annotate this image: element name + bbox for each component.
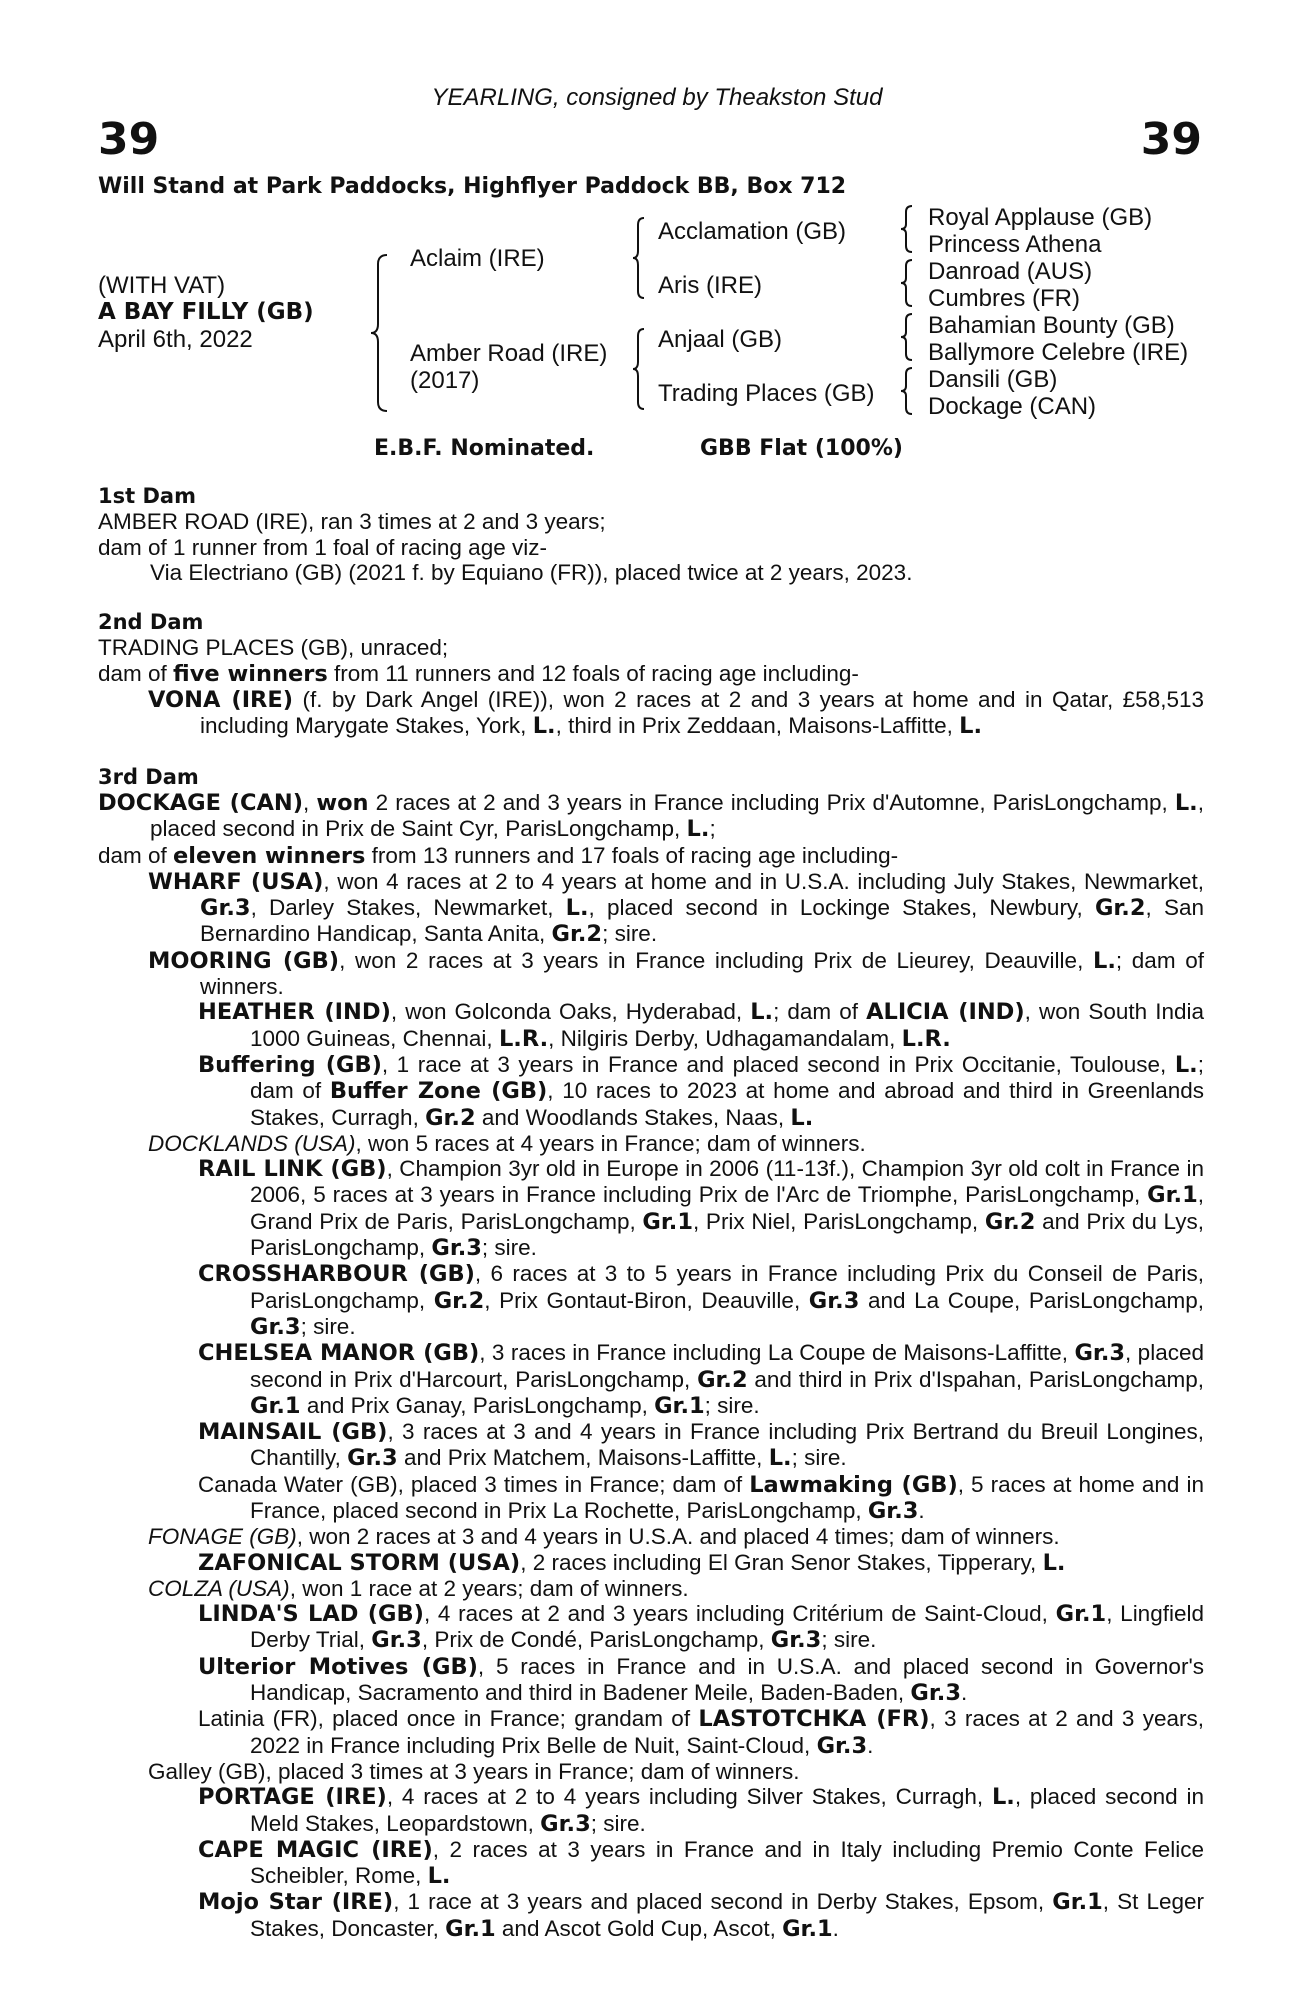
entry-galley: Galley (GB), placed 3 times at 3 years in France; dam of winners. bbox=[148, 1758, 800, 1784]
text-run: Canada Water (GB), placed 3 times in France; dam of bbox=[198, 1471, 750, 1497]
dam-sire: Anjaal (GB) bbox=[658, 326, 783, 353]
text-run: Gr.2 bbox=[551, 921, 603, 948]
text-run: L. bbox=[768, 1445, 792, 1472]
text-run: , placed second in Prix d'Harcourt, ParisLongchamp, bbox=[250, 1340, 1204, 1392]
second-dam-produce bbox=[98, 661, 1204, 687]
text-run: Latinia (FR), placed once in France; grandam of bbox=[198, 1706, 699, 1732]
first-dam-heading: 1st Dam bbox=[98, 484, 196, 508]
text-run: . bbox=[867, 1732, 874, 1758]
ggdam-3: Ballymore Celebre (IRE) bbox=[928, 339, 1189, 366]
text-run: L. bbox=[532, 713, 556, 740]
text-run: LINDA'S LAD (GB) bbox=[198, 1601, 424, 1628]
text-run: five winners bbox=[173, 660, 328, 687]
text-run: , 2 races at 3 years in France and in Italy including Premio Conte Felice Scheibler, Rome, bbox=[250, 1836, 1204, 1889]
text-run: Buffer Zone (GB) bbox=[329, 1078, 548, 1105]
text-run: Gr.3 bbox=[540, 1810, 591, 1837]
text-run: Gr.1 bbox=[782, 1915, 833, 1942]
text-run: Gr.3 bbox=[431, 1235, 482, 1262]
stand-location: Will Stand at Park Paddocks, Highflyer Paddock BB, Box 712 bbox=[98, 174, 847, 199]
text-run: CROSSHARBOUR (GB) bbox=[198, 1261, 475, 1288]
horse-name: A BAY FILLY (GB) bbox=[98, 299, 314, 325]
text-run: L. bbox=[790, 1104, 814, 1131]
text-run: Gr.1 bbox=[1147, 1182, 1198, 1209]
text-run: Gr.3 bbox=[1074, 1340, 1126, 1367]
text-run: , bbox=[302, 789, 317, 815]
entry-chelsea-manor bbox=[98, 1340, 1204, 1419]
gbb-flat: GBB Flat (100%) bbox=[700, 436, 903, 461]
text-run: , won 5 races at 4 years in France; dam of winners. bbox=[355, 1130, 866, 1156]
text-run: Gr.3 bbox=[816, 1732, 868, 1759]
text-run: , 1 race at 3 years and placed second in Derby Stakes, Epsom, bbox=[393, 1889, 1053, 1915]
text-run: , 5 races at home and in France, placed second in Prix La Rochette, ParisLongchamp, bbox=[250, 1471, 1204, 1523]
text-run: ; sire. bbox=[791, 1445, 847, 1471]
text-run: , 3 races at 2 and 3 years, 2022 in France including Prix Belle de Nuit, Saint-Cloud, bbox=[250, 1706, 1204, 1758]
entry-buffering bbox=[98, 1052, 1204, 1131]
text-run: and third in Prix d'Ispahan, ParisLongchamp, bbox=[747, 1366, 1204, 1392]
text-run: , Champion 3yr old in Europe in 2006 (11-13f.), Champion 3yr old colt in France in 2006, 5 races at 3 years in France including Prix de l'Arc de Triomphe, ParisLongchamp, bbox=[250, 1156, 1204, 1208]
text-run: L. bbox=[1042, 1549, 1066, 1576]
text-run: L.R. bbox=[498, 1025, 549, 1052]
ggsire-4: Dansili (GB) bbox=[928, 366, 1058, 393]
sire-name: Aclaim (IRE) bbox=[410, 245, 545, 272]
text-run: ; sire. bbox=[821, 1627, 877, 1653]
entry-docklands bbox=[98, 1131, 1204, 1156]
text-run: L. bbox=[959, 713, 983, 740]
text-run: dam of bbox=[98, 660, 174, 686]
text-run: Gr.1 bbox=[1055, 1601, 1107, 1628]
text-run: Gr.2 bbox=[1094, 895, 1146, 922]
text-run: , won Golconda Oaks, Hyderabad, bbox=[390, 999, 751, 1025]
text-run: DOCKLANDS (USA) bbox=[148, 1130, 356, 1156]
text-run: , Darley Stakes, Newmarket, bbox=[250, 895, 566, 921]
text-run: . bbox=[832, 1915, 839, 1941]
text-run: 2 races at 2 and 3 years in France including Prix d'Automne, ParisLongchamp, bbox=[368, 789, 1175, 815]
text-run: , Lingfield Derby Trial, bbox=[250, 1601, 1204, 1653]
entry-lindas-lad bbox=[98, 1601, 1204, 1654]
text-run: L. bbox=[1174, 1051, 1198, 1078]
ggsire-2: Danroad (AUS) bbox=[928, 258, 1093, 285]
text-run: MAINSAIL (GB) bbox=[198, 1419, 388, 1446]
text-run: Gr.2 bbox=[433, 1287, 485, 1314]
text-run: from 11 runners and 12 foals of racing age including- bbox=[327, 660, 859, 686]
text-run: Mojo Star (IRE) bbox=[198, 1889, 394, 1916]
entry-canada-water bbox=[98, 1472, 1204, 1525]
lot-number-right: 39 bbox=[1140, 114, 1202, 165]
text-run: from 13 runners and 17 foals of racing age including- bbox=[365, 842, 899, 868]
text-run: , won 4 races at 2 to 4 years at home and in U.S.A. including July Stakes, Newmarket, bbox=[323, 868, 1204, 894]
ggsire-3: Bahamian Bounty (GB) bbox=[928, 312, 1175, 339]
text-run: L. bbox=[565, 895, 589, 922]
text-run: , 3 races in France including La Coupe de Maisons-Laffitte, bbox=[479, 1340, 1075, 1366]
text-run: and Woodlands Stakes, Naas, bbox=[475, 1104, 791, 1130]
text-run: Gr.1 bbox=[654, 1392, 705, 1419]
text-run: , placed second in Lockinge Stakes, Newbury, bbox=[588, 895, 1095, 921]
text-run: CAPE MAGIC (IRE) bbox=[198, 1836, 433, 1863]
text-run: VONA (IRE) bbox=[148, 687, 294, 714]
produce-record bbox=[98, 484, 1204, 1942]
entry-crossharbour bbox=[98, 1261, 1204, 1340]
entry-dockage bbox=[98, 790, 1204, 843]
text-run: HEATHER (IND) bbox=[198, 999, 391, 1026]
entry-ulterior-motives bbox=[98, 1654, 1204, 1707]
text-run: ALICIA (IND) bbox=[866, 999, 1025, 1026]
text-run: ; dam of winners. bbox=[200, 947, 1204, 1000]
text-run: Buffering (GB) bbox=[198, 1051, 382, 1078]
text-run: , Prix Niel, ParisLongchamp, bbox=[692, 1208, 985, 1234]
text-run: Gr.1 bbox=[250, 1392, 301, 1419]
text-run: Gr.3 bbox=[770, 1627, 822, 1654]
text-run: Gr.3 bbox=[910, 1680, 961, 1707]
entry-fonage bbox=[98, 1524, 1204, 1549]
text-run: , placed second in Meld Stakes, Leopardstown, bbox=[250, 1784, 1204, 1836]
third-dam-produce bbox=[98, 843, 1204, 869]
entry-mainsail bbox=[98, 1419, 1204, 1472]
text-run: MOORING (GB) bbox=[148, 947, 340, 974]
entry-cape-magic bbox=[98, 1837, 1204, 1890]
entry-colza bbox=[98, 1576, 1204, 1601]
text-run: , 2 races including El Gran Senor Stakes, Tipperary, bbox=[520, 1549, 1043, 1575]
text-run: and La Coupe, ParisLongchamp, bbox=[859, 1287, 1204, 1313]
text-run: Gr.3 bbox=[200, 895, 251, 922]
ggdam-4: Dockage (CAN) bbox=[928, 393, 1097, 420]
text-run: ; sire. bbox=[602, 921, 658, 947]
text-run: , 4 races at 2 to 4 years including Silver Stakes, Curragh, bbox=[386, 1784, 992, 1810]
text-run: , placed second in Prix de Saint Cyr, ParisLongchamp, bbox=[150, 789, 1204, 842]
text-run: L. bbox=[750, 999, 774, 1026]
brace-dam bbox=[632, 328, 646, 410]
text-run: Gr.3 bbox=[250, 1313, 301, 1340]
entry-vona bbox=[98, 687, 1204, 740]
brace-g3 bbox=[900, 313, 914, 361]
text-run: L. bbox=[991, 1784, 1015, 1811]
text-run: ; dam of bbox=[773, 999, 867, 1025]
brace-g4 bbox=[900, 367, 914, 415]
text-run: ; sire. bbox=[300, 1313, 356, 1339]
sire-sire: Acclamation (GB) bbox=[658, 218, 847, 245]
text-run: L. bbox=[1092, 947, 1116, 974]
text-run: , 6 races at 3 to 5 years in France including Prix du Conseil de Paris, ParisLongchamp, bbox=[250, 1261, 1204, 1313]
text-run: and Prix Ganay, ParisLongchamp, bbox=[300, 1392, 655, 1418]
text-run: , 4 races at 2 and 3 years including Critérium de Saint-Cloud, bbox=[423, 1601, 1056, 1627]
text-run: Ulterior Motives (GB) bbox=[198, 1653, 478, 1680]
text-run: Gr.1 bbox=[1052, 1889, 1103, 1916]
brace-g2 bbox=[900, 259, 914, 307]
text-run: RAIL LINK (GB) bbox=[198, 1156, 387, 1183]
text-run: , Prix de Condé, ParisLongchamp, bbox=[421, 1627, 771, 1653]
text-run: ; sire. bbox=[481, 1235, 537, 1261]
dam-dam: Trading Places (GB) bbox=[658, 380, 875, 407]
ggdam-2: Cumbres (FR) bbox=[928, 285, 1081, 312]
dam-name: Amber Road (IRE) bbox=[410, 340, 608, 367]
text-run: , won 2 races at 3 and 4 years in U.S.A. and placed 4 times; dam of winners. bbox=[296, 1524, 1060, 1550]
entry-mojo-star bbox=[98, 1889, 1204, 1942]
text-run: . bbox=[960, 1680, 968, 1706]
text-run: , won 1 race at 2 years; dam of winners. bbox=[289, 1575, 689, 1601]
text-run: WHARF (USA) bbox=[148, 868, 324, 895]
second-dam-section bbox=[98, 610, 1204, 739]
entry-mooring bbox=[98, 948, 1204, 1000]
consignment-line: YEARLING, consigned by Theakston Stud bbox=[431, 84, 883, 111]
text-run: FONAGE (GB) bbox=[148, 1524, 297, 1550]
text-run: DOCKAGE (CAN) bbox=[98, 789, 303, 816]
entry-wharf bbox=[98, 869, 1204, 948]
text-run: Gr.1 bbox=[445, 1915, 496, 1942]
text-run: ZAFONICAL STORM (USA) bbox=[198, 1549, 521, 1576]
brace-sire bbox=[632, 217, 646, 299]
entry-heather bbox=[98, 999, 1204, 1052]
text-run: , third in Prix Zeddaan, Maisons-Laffitte, bbox=[555, 713, 960, 739]
text-run: L. bbox=[686, 816, 710, 843]
text-run: Gr.2 bbox=[425, 1104, 476, 1131]
text-run: and Prix du Lys, ParisLongchamp, bbox=[250, 1208, 1204, 1261]
text-run: , Prix Gontaut-Biron, Deauville, bbox=[484, 1287, 809, 1313]
text-run: CHELSEA MANOR (GB) bbox=[198, 1340, 480, 1367]
text-run: and Ascot Gold Cup, Ascot, bbox=[495, 1915, 783, 1941]
second-dam-line: TRADING PLACES (GB), unraced; bbox=[98, 635, 449, 661]
entry-latinia bbox=[98, 1706, 1204, 1759]
vat-note: (WITH VAT) bbox=[98, 272, 226, 299]
entry-rail-link bbox=[98, 1156, 1204, 1261]
text-run: L.R. bbox=[901, 1025, 951, 1052]
text-run: eleven winners bbox=[173, 842, 366, 869]
text-run: , San Bernardino Handicap, Santa Anita, bbox=[200, 895, 1204, 947]
text-run: (f. by Dark Angel (IRE)), won 2 races at 2 and 3 years at home and in Qatar, £58,513 including Marygate Stakes, York, bbox=[200, 687, 1205, 739]
text-run: . bbox=[918, 1497, 925, 1523]
third-dam-section bbox=[98, 765, 1204, 1942]
sire-dam: Aris (IRE) bbox=[658, 272, 762, 299]
first-dam-line: AMBER ROAD (IRE), ran 3 times at 2 and 3 years; bbox=[98, 509, 606, 535]
third-dam-heading: 3rd Dam bbox=[98, 764, 199, 789]
text-run: L. bbox=[1174, 789, 1198, 816]
ggsire-1: Royal Applause (GB) bbox=[928, 204, 1153, 231]
text-run: L. bbox=[427, 1863, 451, 1890]
lot-number-left: 39 bbox=[98, 114, 160, 165]
dam-year: (2017) bbox=[410, 367, 480, 394]
text-run: ; dam of bbox=[250, 1051, 1204, 1104]
text-run: Gr.3 bbox=[867, 1497, 919, 1524]
text-run: LASTOTCHKA (FR) bbox=[698, 1706, 930, 1733]
text-run: Gr.1 bbox=[642, 1208, 693, 1235]
text-run: and Prix Matchem, Maisons-Laffitte, bbox=[397, 1445, 769, 1471]
text-run: , Nilgiris Derby, Udhagamandalam, bbox=[548, 1025, 902, 1051]
text-run: Gr.2 bbox=[984, 1208, 1036, 1235]
brace-g1 bbox=[900, 205, 914, 253]
text-run: , won South India 1000 Guineas, Chennai, bbox=[250, 999, 1204, 1051]
text-run: , won 2 races at 3 years in France including Prix de Lieurey, Deauville, bbox=[339, 947, 1093, 973]
second-dam-heading: 2nd Dam bbox=[98, 610, 204, 635]
entry-portage bbox=[98, 1784, 1204, 1837]
text-run: Gr.2 bbox=[697, 1366, 748, 1393]
first-dam-produce: dam of 1 runner from 1 foal of racing age viz- bbox=[98, 534, 547, 560]
text-run: Gr.3 bbox=[371, 1627, 422, 1654]
text-run: , 10 races to 2023 at home and abroad and third in Greenlands Stakes, Curragh, bbox=[250, 1078, 1204, 1130]
text-run: ; sire. bbox=[590, 1810, 646, 1836]
first-dam-foal: Via Electriano (GB) (2021 f. by Equiano (FR)), placed twice at 2 years, 2023. bbox=[150, 559, 913, 585]
text-run: PORTAGE (IRE) bbox=[198, 1784, 387, 1811]
ebf-nomination: E.B.F. Nominated. bbox=[374, 436, 595, 461]
text-run: Lawmaking (GB) bbox=[749, 1471, 958, 1498]
text-run: , St Leger Stakes, Doncaster, bbox=[250, 1889, 1204, 1941]
text-run: Gr.3 bbox=[808, 1287, 860, 1314]
text-run: , Grand Prix de Paris, ParisLongchamp, bbox=[250, 1182, 1204, 1234]
text-run: COLZA (USA) bbox=[148, 1575, 290, 1601]
ggdam-1: Princess Athena bbox=[928, 231, 1102, 258]
text-run: ; bbox=[709, 816, 716, 842]
text-run: , 3 races at 3 and 4 years in France including Prix Bertrand du Breuil Longines, Chantilly, bbox=[250, 1419, 1204, 1471]
text-run: , 5 races in France and in U.S.A. and placed second in Governor's Handicap, Sacramento and third in Badener Meile, Baden-Baden, bbox=[250, 1653, 1204, 1706]
text-run: dam of bbox=[98, 842, 174, 868]
entry-zafonical-storm bbox=[98, 1550, 1204, 1576]
first-dam-section bbox=[98, 484, 1204, 585]
text-run: Gr.3 bbox=[347, 1445, 398, 1472]
brace-gen1 bbox=[370, 254, 390, 412]
text-run: , 1 race at 3 years in France and placed second in Prix Occitanie, Toulouse, bbox=[381, 1051, 1175, 1077]
horse-dob: April 6th, 2022 bbox=[98, 326, 253, 353]
text-run: won bbox=[316, 789, 369, 816]
text-run: ; sire. bbox=[704, 1392, 760, 1418]
